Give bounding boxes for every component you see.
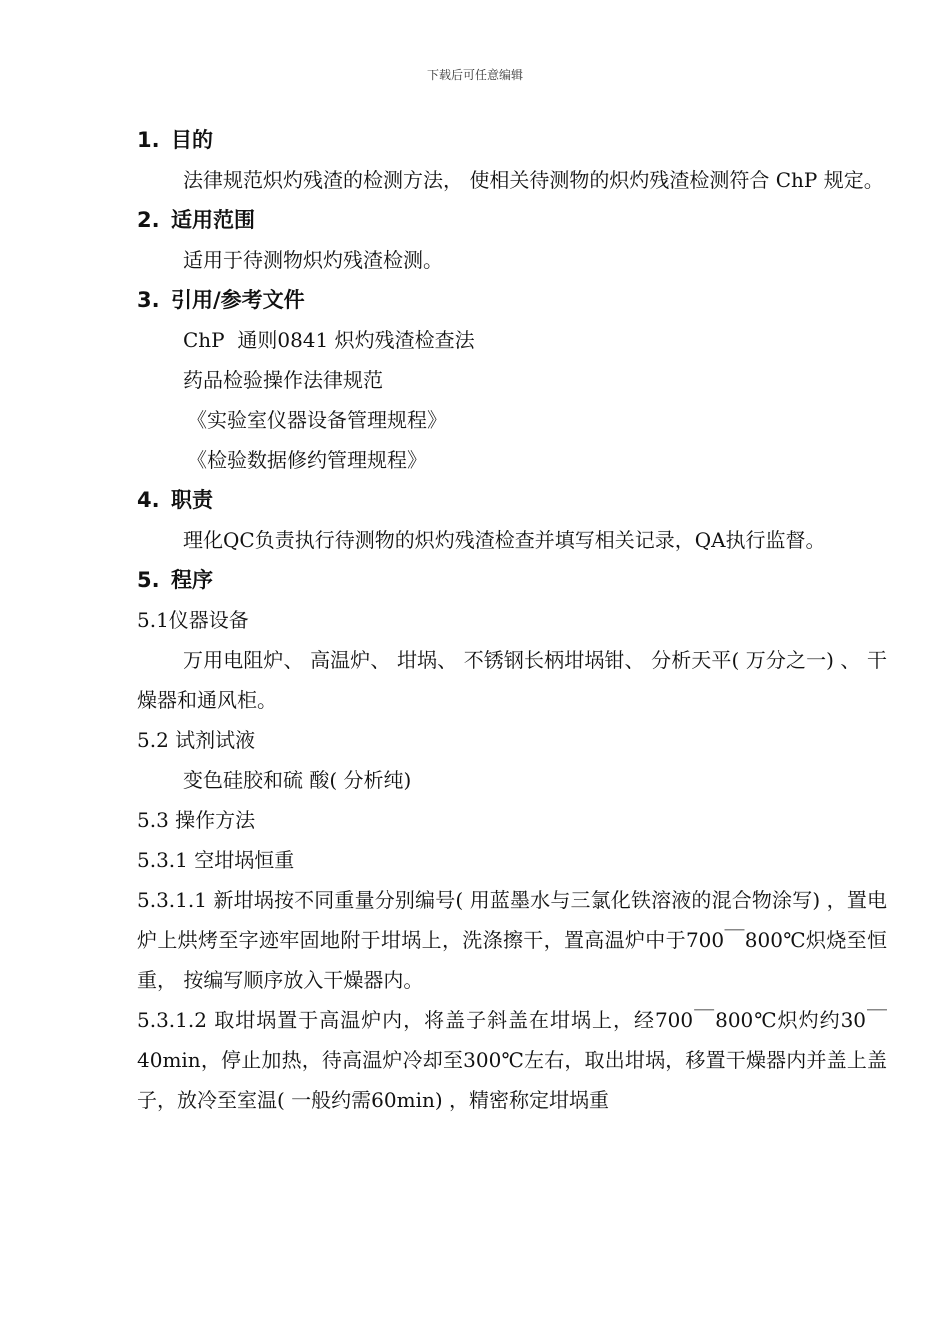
section-heading-purpose: [137, 120, 887, 160]
section-heading-responsibility: [137, 480, 887, 520]
responsibility-text: 理化QC负责执行待测物的炽灼残渣检查并填写相关记录，QA执行监督。: [183, 528, 826, 552]
section-title: 职责: [171, 488, 213, 512]
subsection-title-reagents: 5.2 试剂试液: [137, 728, 256, 752]
section-title: 适用范围: [171, 208, 255, 232]
section-heading-scope: [137, 200, 887, 240]
section-number: 4.: [137, 488, 160, 512]
section-number: 1.: [137, 128, 160, 152]
section-title: 引用/参考文件: [171, 288, 305, 312]
purpose-text: 法律规范炽灼残渣的检测方法， 使相关待测物的炽灼残渣检测符合 ChP 规定。: [183, 168, 884, 192]
reference-item: 《检验数据修约管理规程》: [187, 448, 427, 472]
reference-item: 《实验室仪器设备管理规程》: [187, 408, 447, 432]
step-5-3-1-1: 5.3.1.1 新坩埚按不同重量分别编号( 用蓝墨水与三氯化铁溶液的混合物涂写) ，置电炉上烘烤至字迹牢固地附于坩埚上，洗涤擦干，置高温炉中于700￣800℃炽烧至恒重， 按编写顺序放入干燥器内。: [137, 888, 887, 992]
document-body: [137, 120, 887, 1120]
subsection-title-equipment: 5.1仪器设备: [137, 608, 249, 632]
page-header: 下载后可任意编辑: [426, 68, 523, 82]
section-title: 程序: [171, 568, 213, 592]
reference-item: 药品检验操作法律规范: [183, 368, 383, 392]
step-5-3-1-2: 5.3.1.2 取坩埚置于高温炉内，将盖子斜盖在坩埚上，经700￣800℃炽灼约30￣40min，停止加热，待高温炉冷却至300℃左右，取出坩埚，移置干燥器内并盖上盖子，放冷至室温( 一般约需60min) ，精密称定坩埚重: [137, 1008, 887, 1112]
equipment-text: 万用电阻炉、 高温炉、 坩埚、 不锈钢长柄坩埚钳、 分析天平( 万分之一) 、 干燥器和通风柜。: [137, 648, 887, 712]
reagents-text: 变色硅胶和硫 酸( 分析纯): [183, 768, 412, 792]
section-number: 5.: [137, 568, 160, 592]
section-number: 3.: [137, 288, 160, 312]
scope-text: 适用于待测物炽灼残渣检测。: [183, 248, 443, 272]
reference-item: ChP 通则0841 炽灼残渣检查法: [183, 328, 475, 352]
section-title: 目的: [171, 128, 213, 152]
section-number: 2.: [137, 208, 160, 232]
section-heading-procedure: [137, 560, 887, 600]
section-heading-references: [137, 280, 887, 320]
subsection-title-crucible-weight: 5.3.1 空坩埚恒重: [137, 848, 295, 872]
subsection-title-method: 5.3 操作方法: [137, 808, 256, 832]
